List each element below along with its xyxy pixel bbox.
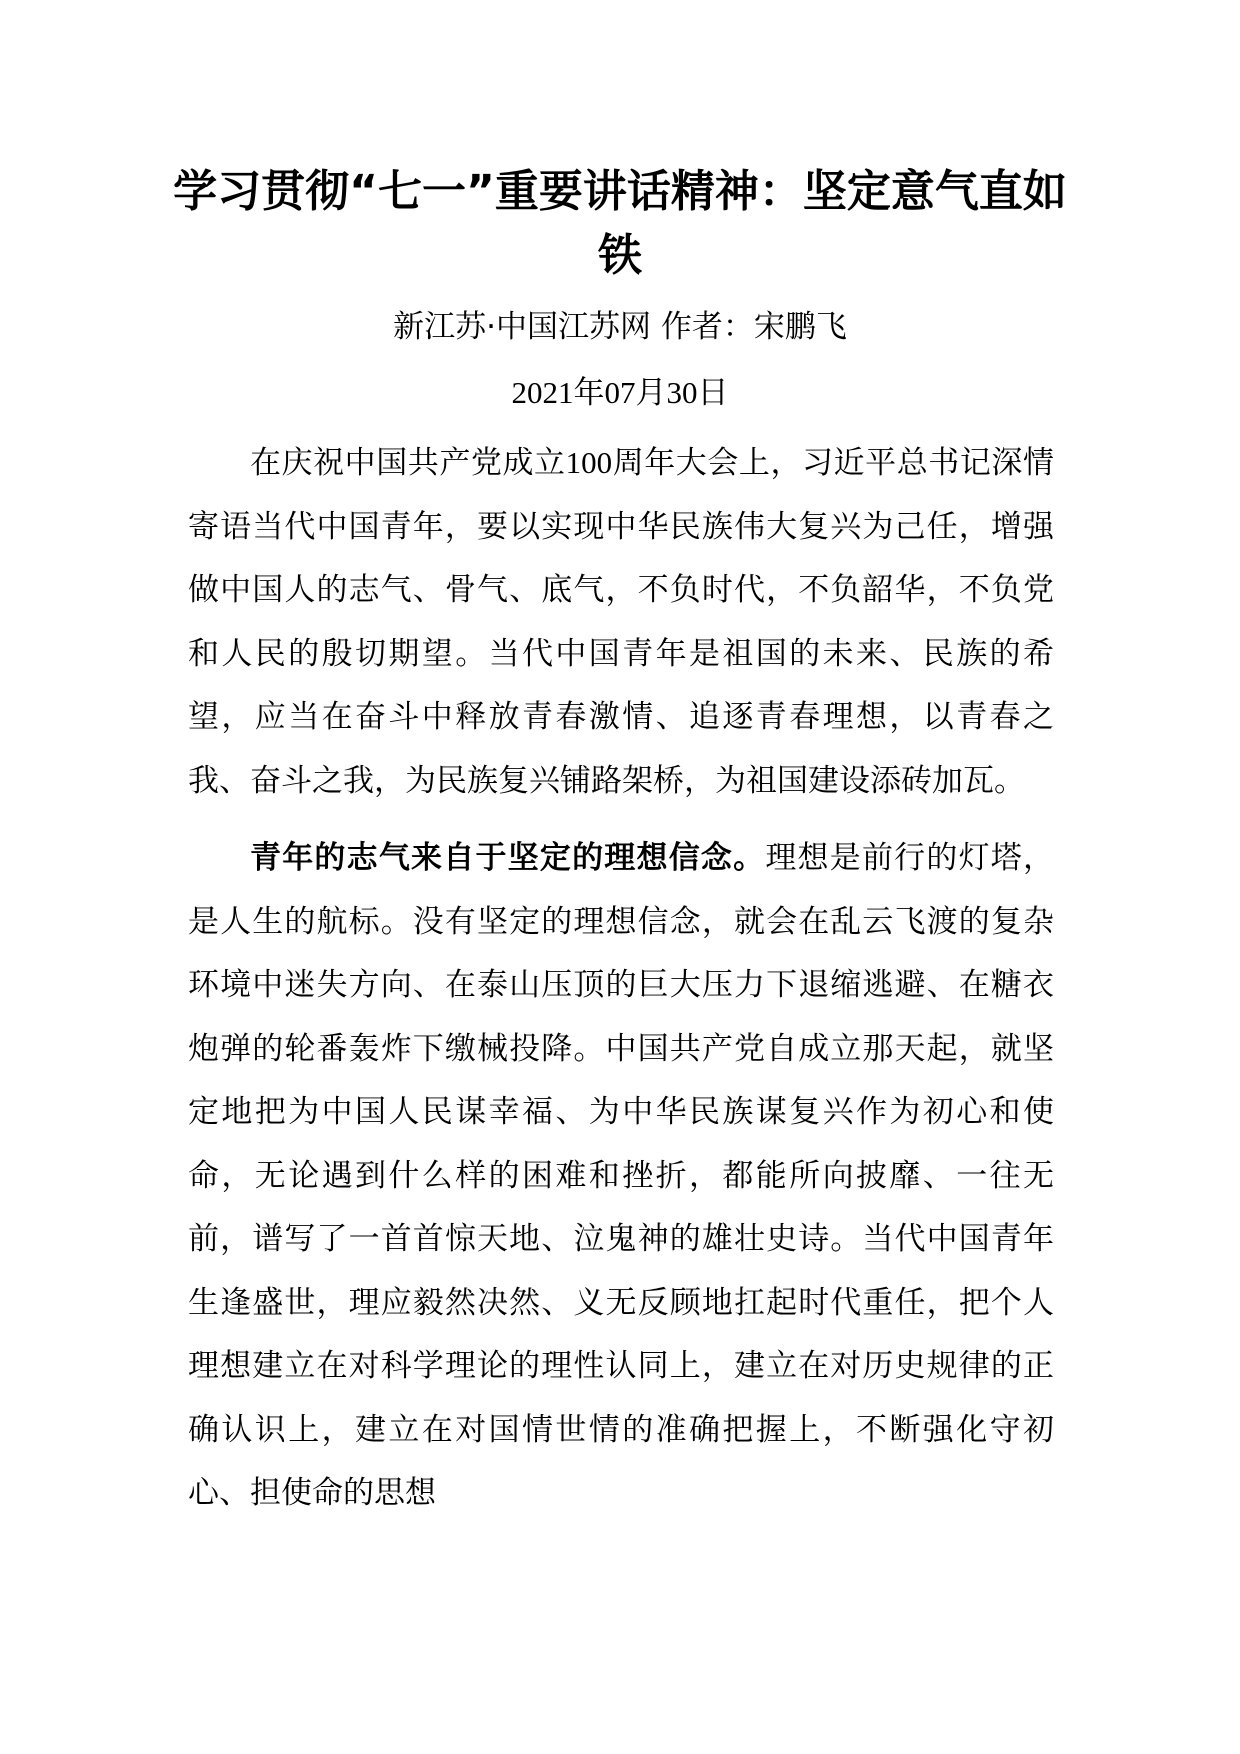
date-year: 2021 [511,375,574,410]
article-body [188,431,1054,1526]
date-year-unit: 年 [573,375,605,411]
date-day-unit: 日 [697,375,729,411]
paragraph-intro [188,431,1054,813]
paragraph-ideals [188,827,1054,1526]
date-month: 07 [604,375,636,410]
paragraph-intro-start: 在庆祝中国共产党成立 [250,445,566,481]
paragraph-ideals-lead: 青年的志气来自于坚定的理想信念。 [250,840,766,876]
paragraph-intro-number: 100 [565,445,613,480]
paragraph-ideals-text: 理想是前行的灯塔，是人生的航标。没有坚定的理想信念，就会在乱云飞渡的复杂环境中迷失方向、在泰山压顶的巨大压力下退缩逃避、在糖衣炮弹的轮番轰炸下缴械投降。中国共产党自成立那天起，就坚定地把为中国人民谋幸福、为中华民族谋复兴作为初心和使命，无论遇到什么样的困难和挫折，都能所向披靡、一往无前，谱写了一首首惊天地、泣鬼神的雄壮史诗。当代中国青年生逢盛世，理应毅然决然、义无反顾地扛起时代重任，把个人理想建立在对科学理论的理性认同上，建立在对历史规律的正确认识上，建立在对国情世情的准确把握上，不断强化守初心、担使命的思想 [188,840,1055,1511]
date-day: 30 [666,375,698,410]
publish-date [170,373,1070,413]
date-month-unit: 月 [635,375,667,411]
paragraph-intro-rest: 周年大会上，习近平总书记深情寄语当代中国青年，要以实现中华民族伟大复兴为己任，增强做中国人的志气、骨气、底气，不负时代，不负韶华，不负党和人民的殷切期望。当代中国青年是祖国的未来、民族的希望，应当在奋斗中释放青春激情、追逐青春理想，以青春之我、奋斗之我，为民族复兴铺路架桥，为祖国建设添砖加瓦。 [188,445,1054,799]
source-author-line: 新江苏·中国江苏网 作者：宋鹏飞 [393,309,847,345]
article-title: 学习贯彻“七一”重要讲话精神：坚定意气直如铁 [173,166,1067,281]
